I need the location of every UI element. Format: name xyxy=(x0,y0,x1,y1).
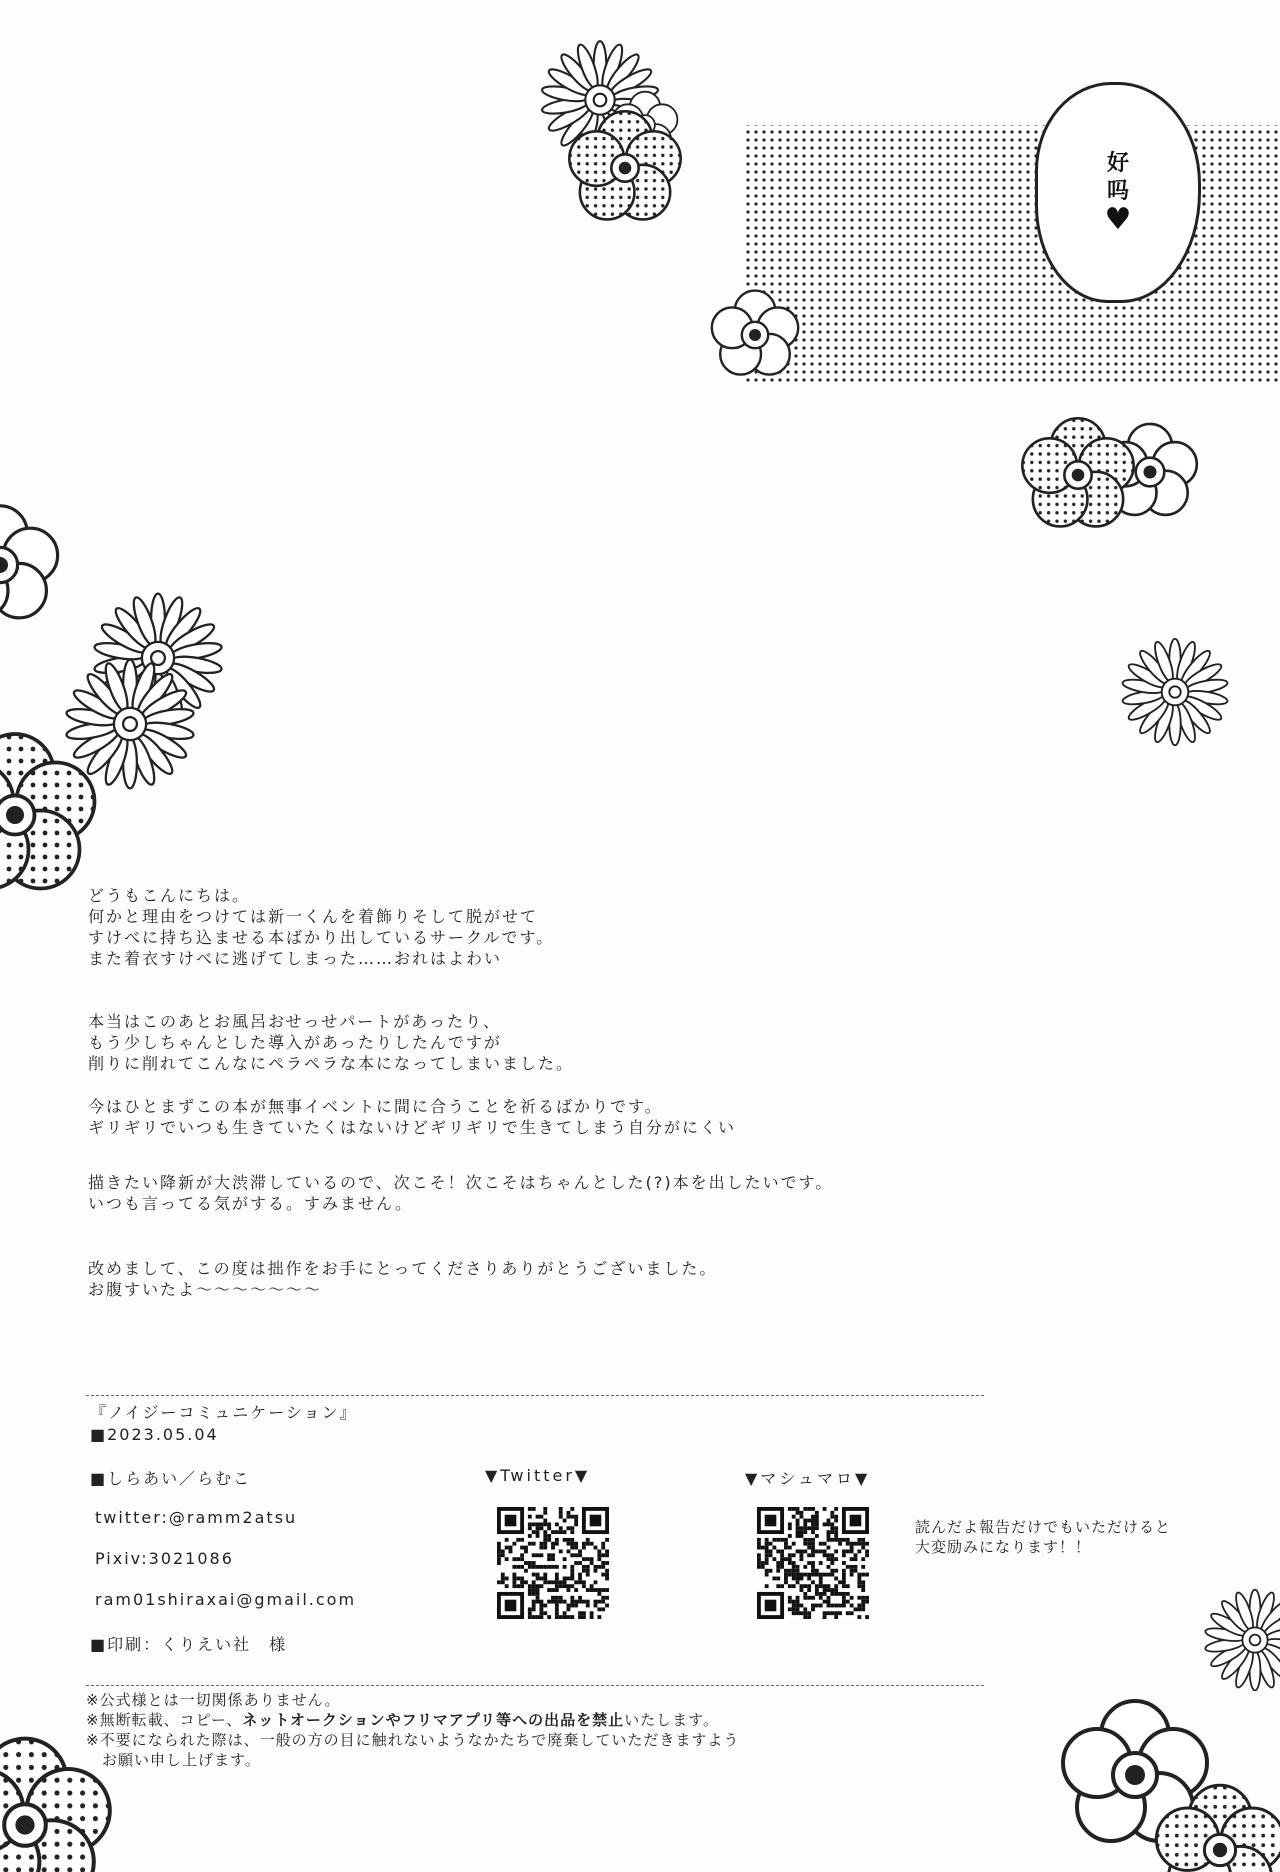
marshmallow-qr-code[interactable] xyxy=(757,1507,869,1619)
white-flower-left-top xyxy=(0,506,58,618)
disclaimer-notes xyxy=(86,1690,1106,1770)
text-line: 何かと理由をつけては新一くんを着飾りそして脱がせて xyxy=(88,907,539,926)
text-line: 本当はこのあとお風呂おせっせパートがあったり、 xyxy=(88,1012,502,1031)
note-no-resale-suffix: いたします。 xyxy=(624,1711,719,1729)
divider-top xyxy=(86,1395,984,1396)
dotted-anemone-right xyxy=(1022,418,1133,526)
twitter-qr-code[interactable] xyxy=(497,1507,609,1619)
marshmallow-qr-label: ▼マシュマロ▼ xyxy=(745,1469,871,1488)
paragraph-story xyxy=(88,1011,1088,1074)
note-no-resale xyxy=(86,1710,1106,1730)
text-line: 描きたい降新が大渋滞しているので、次こそ！次こそはちゃんとした(?)本を出したいです。 xyxy=(88,1173,834,1192)
heart-icon: ♥ xyxy=(1104,202,1132,237)
note-no-resale-emphasis: ネットオークションやフリマアプリ等への出品を禁止 xyxy=(242,1711,625,1729)
text-line: 今はひとまずこの本が無事イベントに間に合うことを祈るばかりです。 xyxy=(88,1097,663,1116)
text-line: 改めまして、この度は拙作をお手にとってくださりありがとうございました。 xyxy=(88,1259,718,1278)
note-disposal-line: お願い申し上げます。 xyxy=(86,1751,261,1769)
paragraph-greeting xyxy=(88,885,1088,969)
daisy-flower-bottom-right xyxy=(1204,1590,1280,1691)
email-address: ram01shiraxai@gmail.com xyxy=(95,1590,357,1609)
paragraph-event xyxy=(88,1096,1088,1138)
note-line: 大変励みになります！！ xyxy=(915,1538,1092,1556)
publish-date: ■2023.05.04 xyxy=(90,1425,219,1444)
text-line: また着衣すけべに逃げてしまった……おれはよわい xyxy=(88,949,503,968)
text-line: すけべに持ち込ませる本ばかり出しているサークルです。 xyxy=(88,928,555,947)
divider-bottom xyxy=(86,1685,984,1686)
pixiv-id: Pixiv:3021086 xyxy=(95,1549,234,1568)
text-line: ギリギリでいつも生きていたくはないけどギリギリで生きてしまう自分がにくい xyxy=(88,1118,737,1137)
bubble-text-line2: 吗 xyxy=(1106,178,1129,204)
note-no-resale-prefix: ※無断転載、コピー、 xyxy=(86,1711,243,1729)
print-shop: ■印刷：くりえい社 様 xyxy=(90,1635,288,1654)
note-line: 読んだよ報告だけでもいただけると xyxy=(915,1518,1172,1536)
twitter-qr-label: ▼Twitter▼ xyxy=(485,1466,591,1485)
author-name: ■しらあい／らむこ xyxy=(90,1469,252,1488)
paragraph-next xyxy=(88,1172,1088,1214)
paragraph-thanks xyxy=(88,1258,1088,1300)
text-line: どうもこんにちは。 xyxy=(88,886,251,905)
text-line: もう少しちゃんとした導入があったりしたんですが xyxy=(88,1033,502,1052)
bubble-text-line1: 好 xyxy=(1106,151,1129,176)
text-line: 削りに削れてこんなにペラペラな本になってしまいました。 xyxy=(88,1054,575,1073)
twitter-handle: twitter:@ramm2atsu xyxy=(95,1508,298,1527)
speech-bubble xyxy=(1035,82,1201,303)
afterword-message xyxy=(88,885,1088,1300)
note-disposal-line: ※不要になられた際は、一般の方の目に触れないようなかたちで廃棄していただきますよう xyxy=(86,1731,740,1749)
book-title: 『ノイジーコミュニケーション』 xyxy=(90,1403,358,1422)
marshmallow-note xyxy=(915,1517,1171,1557)
text-line: いつも言ってる気がする。すみません。 xyxy=(88,1194,413,1213)
text-line: お腹すいたよ～～～～～～～ xyxy=(88,1280,323,1299)
daisy-flower-right xyxy=(1122,639,1229,745)
note-unofficial: ※公式様とは一切関係ありません。 xyxy=(86,1691,341,1709)
